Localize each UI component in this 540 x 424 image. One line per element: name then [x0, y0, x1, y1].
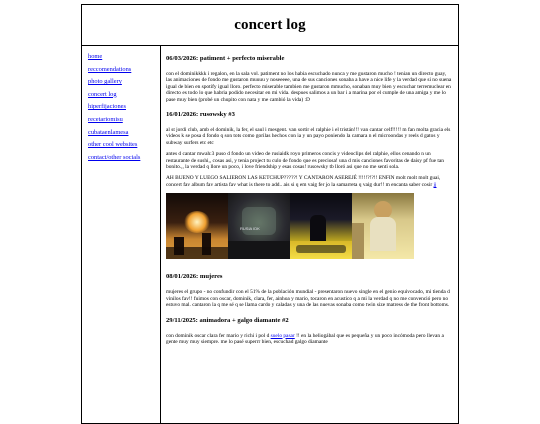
site-title: concert log: [234, 16, 306, 33]
post: [166, 273, 452, 308]
post-paragraph: antes d cantar mwah:3 puso d fondo un video de rusiaidk royo primeros concis y videoclips del ralphie, ellos cenando n un restaurante de sushi,, cosas asi, y tenia project tu culo de fondo que es preciosa! una d mis canciones favoritas de daisy pf fue tan bonito.,, la verdad q llore un poco, i love friendship y esas cosas! rusowsky tb lloró asi que no me senti sola.: [166, 151, 444, 171]
sidebar-link-other-cool-websites[interactable]: other cool websites: [88, 141, 138, 149]
post-paragraph-text: AH BUENO Y LUEGO SALIERON LAS KETCHUP?????! Y CANTARON ASEREJÉ !!!!!?!?!! ENFIN molt molt molt guai, concert fav album fav artista fav what is there to add.. ais si q em vaig fer jo la samarreta q vaig dur!! m encanta saber cosir: [166, 175, 441, 188]
post-paragraph: con el dominikkkk i regalon, en la sala vol. patiment no los habia escuchado nunca y me gustaron mucho ! tenian un directo guay, las animaciones de fondo me gustaron muuuu y noseeeee, una de sus canciones sonaba a have a nice life y la verdad que si no suena igual de bien en spotify igual lloro. perfecto miserable tambien me gustaron mmucho, sonaban muy bien y escuchar terremuclear en directo es todo lo que habria podido necesitar en mi vida. despues salimos a un bar i a marina por el cumple de una amiga y me lo pase muy bien (probé un chupito con nata y me cambió la vida) :D: [166, 71, 452, 103]
post: [166, 317, 452, 346]
site-header: [82, 5, 458, 46]
post-paragraph-text: con dominik oscar clara fer mario y richi i pol d: [166, 332, 271, 339]
photo-caption: RUSIA IDK: [240, 226, 260, 232]
post-paragraph: [166, 333, 452, 346]
photo-gallery: [166, 193, 452, 259]
concert-photo[interactable]: [352, 193, 414, 259]
sidebar-link-home[interactable]: home: [88, 53, 103, 60]
post: [166, 111, 452, 259]
sidebar-link-photo-gallery[interactable]: photo gallery: [88, 78, 122, 86]
post-inline-link[interactable]: suelo pasar: [270, 332, 295, 339]
sidebar-link-contact[interactable]: contact/other socials: [88, 153, 141, 161]
post: [166, 55, 452, 103]
post-paragraph: [166, 175, 452, 188]
main-content: [161, 46, 458, 424]
sidebar-link-hiperfijaciones[interactable]: hiperfijaciones: [88, 103, 126, 111]
post-paragraph: mujeres el grupo - no confundir con el 51% de la población mundial - presentaron nuevo single en el genio equivocado, mi tienda d vinilos fav!! fuimos con oscar, dominik, clara, fer, ainhoa y mario, tocaron en acustico q a mi la verdad q no me convenció pero no estuvo mal. cantaron la q me sé q se llama cardo y caladas y una de las nuevas sonaba como twin size matress de the front bottoms.: [166, 289, 450, 309]
sidebar-link-cubataenlamesa[interactable]: cubataenlamesa: [88, 128, 129, 136]
post-paragraph: al st jordi club, amb el dominik, la fer, el saul i mesgent. van sortir el ralphie i el tristán!!! van cantar celf!!!!! m fan molta gracia els videos k se posa d fondo q son tots como gorilas hechos con ia y un payo poniendo la camara n el microondas y reels d gatos y subway surfers etc etc: [166, 127, 451, 146]
sidebar-link-recommendations[interactable]: reccomendations: [88, 65, 132, 73]
post-title: 29/11/2025: animadora + galgo diamante #2: [166, 316, 289, 324]
post-paragraph-text: !! en la heliogábal que es pequeña y un poco incómoda pero llevan a gente muy muy siempre. me lo pasé superrr bien, escuchad galgo diamante: [166, 332, 444, 345]
post-title: 16/01/2026: rusowsky #3: [166, 111, 235, 119]
concert-photo[interactable]: [228, 193, 290, 259]
post-title: 08/01/2026: mujeres: [166, 273, 223, 281]
concert-photo[interactable]: [166, 193, 228, 259]
sidebar-link-concert-log[interactable]: concert log: [88, 90, 117, 98]
concert-photo[interactable]: [290, 193, 352, 259]
sidebar-link-recetariomisu[interactable]: recetariomisu: [88, 115, 123, 123]
post-inline-link[interactable]: jj: [433, 181, 437, 188]
page-frame: [81, 4, 459, 424]
sidebar-nav: [82, 46, 161, 424]
post-title: 06/03/2026: patiment + perfecto miserable: [166, 55, 285, 62]
